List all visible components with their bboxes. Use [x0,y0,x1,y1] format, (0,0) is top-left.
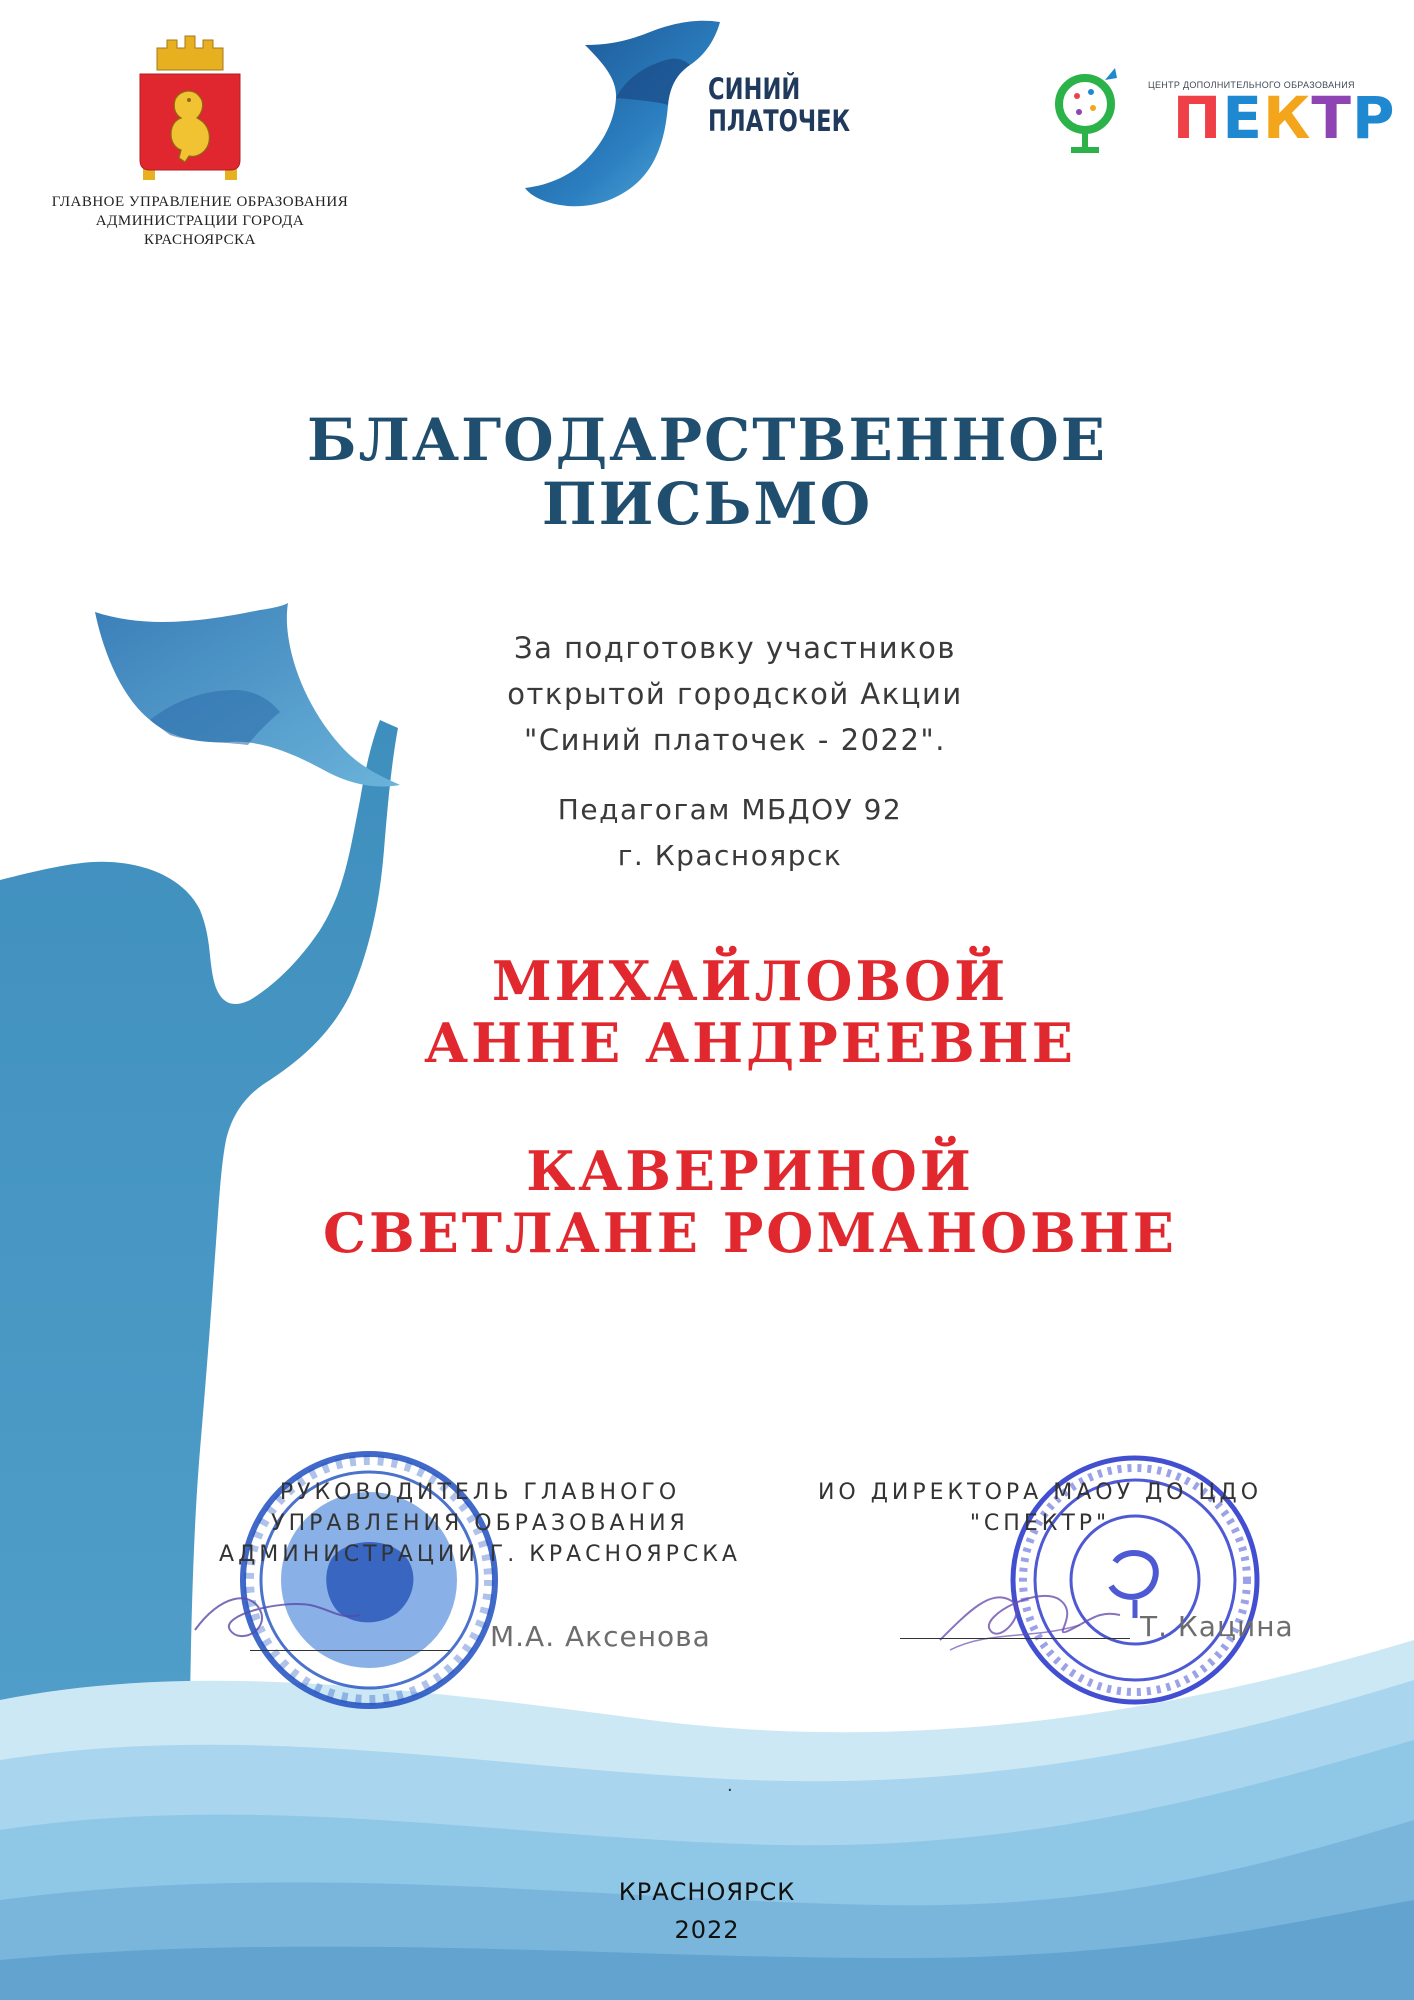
signature-scribble-right [930,1570,1130,1660]
recipient-2-line1: КАВЕРИНОЙ [526,1139,974,1203]
signature-line-right [900,1638,1130,1639]
recipient-name-1 [340,950,1160,1074]
spektr-letter-5: Р [1351,84,1396,152]
footer-year: 2022 [674,1916,740,1944]
waving-scarf-icon [95,603,400,786]
document-title [207,408,1207,536]
signer-left-title-line1: РУКОВОДИТЕЛЬ ГЛАВНОГО [279,1480,681,1505]
signature-line-left [250,1650,450,1651]
recipient-organization [430,787,1030,879]
spektr-letter-3: К [1262,84,1312,152]
recipient-org-line2: г. Красноярск [617,839,843,872]
signer-right-title-line2: "СПЕКТР" [969,1511,1111,1536]
recipient-2-line2: СВЕТЛАНЕ РОМАНОВНЕ [323,1201,1177,1265]
signer-left-title-line2: УПРАВЛЕНИЯ ОБРАЗОВАНИЯ [271,1511,689,1536]
signature-scribble-left [190,1585,370,1655]
right-logo-word [1108,86,1395,150]
award-reason [380,625,1090,763]
footer-city: КРАСНОЯРСК [618,1878,796,1906]
footer-dot: . [727,1775,733,1796]
reason-line2: открытой городской Акции [507,677,963,711]
spektr-letter-4: Т [1311,84,1352,152]
recipient-org-line1: Педагогам МБДОУ 92 [557,793,903,826]
reason-line1: За подготовку участников [514,631,956,665]
center-logo-text [708,73,850,137]
signer-right-name: Т. Кацина [1140,1610,1294,1643]
left-org-name: ГЛАВНОЕ УПРАВЛЕНИЕ ОБРАЗОВАНИЯ АДМИНИСТРАЦИИ ГОРОДА КРАСНОЯРСКА [51,194,349,248]
signer-left-title [190,1477,770,1570]
title-line2: ПИСЬМО [541,470,873,538]
spektr-letter-2: Е [1222,84,1263,152]
signer-left-name: М.А. Аксенова [490,1620,711,1653]
recipient-1-line1: МИХАЙЛОВОЙ [491,949,1009,1013]
right-logo-subtitle: ЦЕНТР ДОПОЛНИТЕЛЬНОГО ОБРАЗОВАНИЯ [1148,80,1355,90]
footer-place-year [557,1873,857,1949]
signer-right-title [790,1477,1290,1539]
recipient-1-line2: АННЕ АНДРЕЕВНЕ [424,1011,1076,1075]
center-logo-line2: ПЛАТОЧЕК [708,104,851,138]
lion-coat-of-arms-icon [135,30,245,180]
center-logo-line1: СИНИЙ [708,72,801,106]
signer-right-title-line1: ИО ДИРЕКТОРА МАОУ ДО ЦДО [817,1480,1263,1505]
recipient-name-2 [300,1140,1200,1264]
title-line1: БЛАГОДАРСТВЕННОЕ [307,406,1107,474]
signer-left-title-line3: АДМИНИСТРАЦИИ Г. КРАСНОЯРСКА [219,1542,741,1567]
reason-line3: "Синий платочек - 2022". [524,723,946,757]
spektr-letter-1: П [1172,84,1223,152]
